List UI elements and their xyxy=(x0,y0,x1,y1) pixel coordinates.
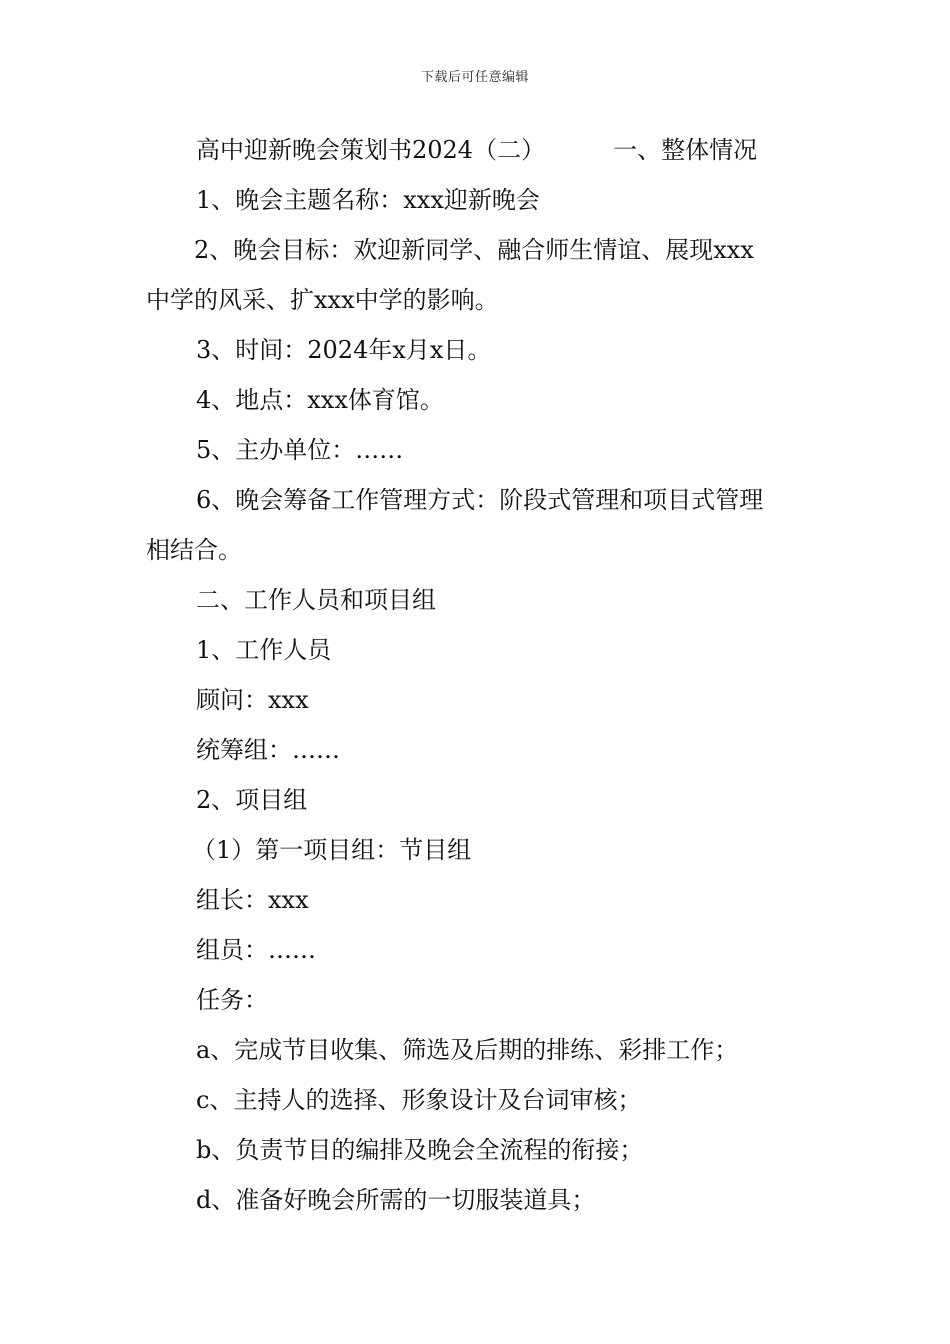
page-header-note: 下载后可任意编辑 xyxy=(420,70,529,85)
item-organizer: 5、主办单位：…… xyxy=(196,436,404,464)
task-d: d、准备好晚会所需的一切服装道具； xyxy=(196,1186,596,1214)
item-time: 3、时间：2024年x月x日。 xyxy=(196,336,492,364)
document-body xyxy=(146,125,816,1225)
document-title: 高中迎新晚会策划书2024（二） xyxy=(196,136,546,164)
item-goal-line2: 中学的风采、扩xxx中学的影响。 xyxy=(146,286,499,314)
task-b: b、负责节目的编排及晚会全流程的衔接； xyxy=(196,1136,644,1164)
groups-heading: 2、项目组 xyxy=(196,786,308,814)
task-a: a、完成节目收集、筛选及后期的排练、彩排工作； xyxy=(196,1036,739,1064)
title-line xyxy=(146,125,816,175)
tasks-label: 任务： xyxy=(196,986,268,1014)
item-management-line2: 相结合。 xyxy=(146,536,242,564)
coordination-line: 统筹组：…… xyxy=(196,736,340,764)
group1-heading: （1）第一项目组：节目组 xyxy=(192,836,472,864)
section-heading-overview: 一、整体情况 xyxy=(613,136,758,164)
members-line: 组员：…… xyxy=(196,936,316,964)
leader-line: 组长：xxx xyxy=(196,886,309,914)
item-goal-line1: 2、晚会目标：欢迎新同学、融合师生情谊、展现xxx xyxy=(194,236,754,264)
item-location: 4、地点：xxx体育馆。 xyxy=(196,386,444,414)
section-heading-staff-groups: 二、工作人员和项目组 xyxy=(196,586,436,614)
advisor-line: 顾问：xxx xyxy=(196,686,309,714)
task-c: c、主持人的选择、形象设计及台词审核； xyxy=(196,1086,642,1114)
item-management-line1: 6、晚会筹备工作管理方式：阶段式管理和项目式管理 xyxy=(196,486,764,514)
item-theme: 1、晚会主题名称：xxx迎新晚会 xyxy=(196,186,540,214)
staff-heading: 1、工作人员 xyxy=(196,636,332,664)
